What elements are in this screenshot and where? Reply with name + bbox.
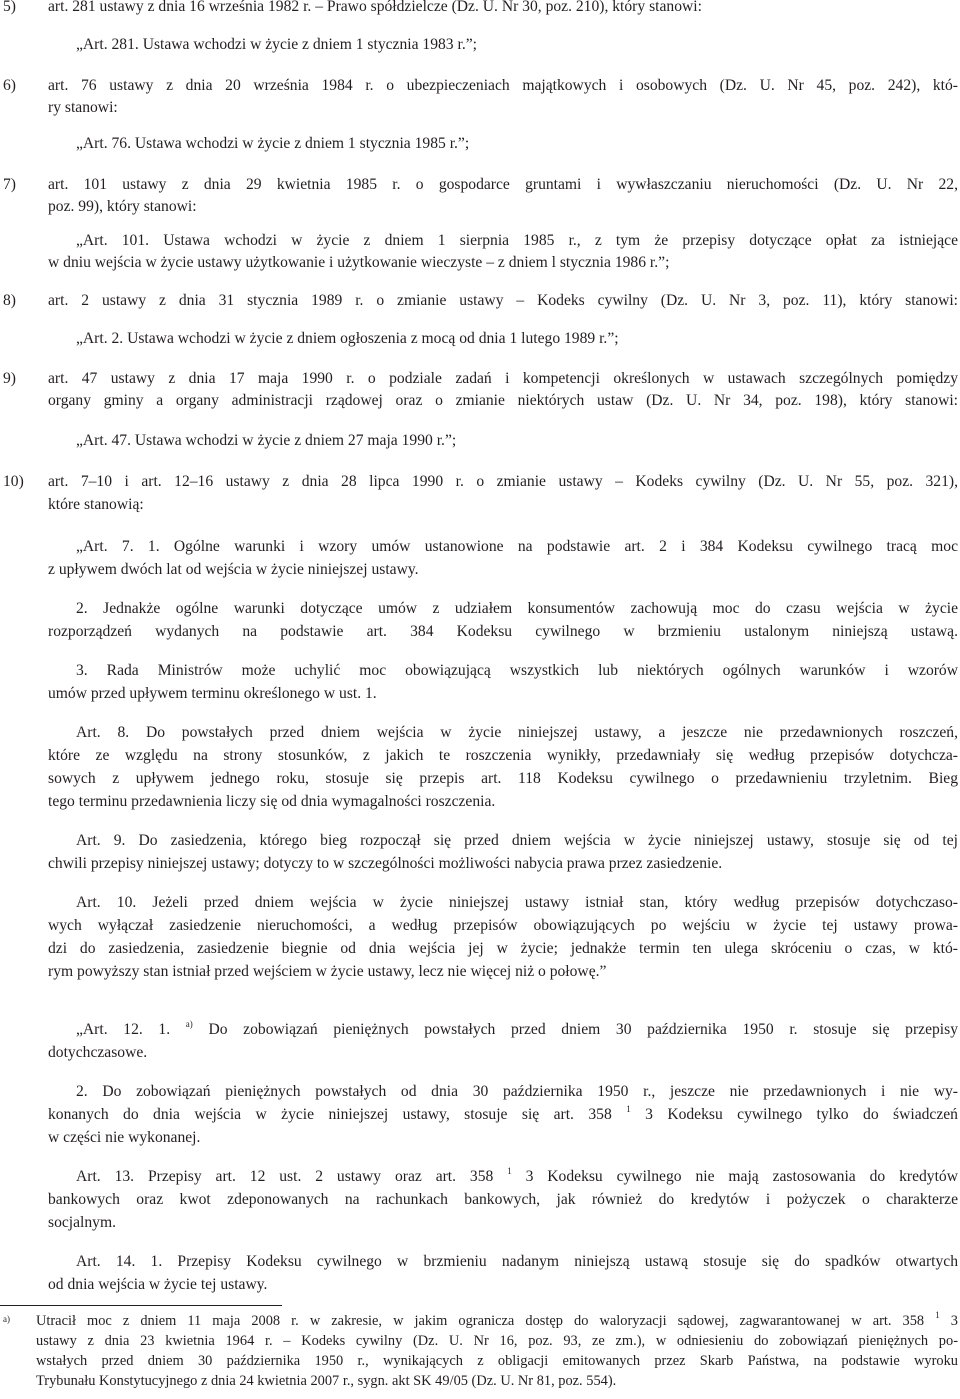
paragraph-line: konanych do dnia wejścia w życie niniejszej ustawy, stosuje się art. 358 $^1$ 3 Kodeksu cywilnego tylko do świadczeń [48, 1103, 958, 1123]
paragraph-line: sowych z upływem jednego roku, stosuje się przepis art. 118 Kodeksu cywilnego o przedawnieniu trzyletnim. Bieg [48, 770, 958, 787]
item-quote: „Art. 76. Ustawa wchodzi w życie z dniem 1 stycznia 1985 r.”; [76, 135, 470, 152]
footnote-mark: a) [3, 1314, 10, 1324]
footnote-ref: a) [185, 1018, 193, 1029]
item-number: 8) [3, 292, 16, 309]
item-quote: „Art. 2. Ustawa wchodzi w życie z dniem ogłoszenia z mocą od dnia 1 lutego 1989 r.”; [76, 330, 619, 347]
paragraph-line: rozporządzeń wydanych na podstawie art. 384 Kodeksu cywilnego w brzmieniu ustalonym niniejszą ustawą. [48, 623, 958, 640]
item-quote: w dniu wejścia w życie ustawy użytkowanie i użytkowanie wieczyste – z dniem l stycznia 1986 r.”; [48, 254, 670, 271]
paragraph-line: które ze względu na strony stosunków, z jakich te roszczenia wynikły, przedawniały się według przepisów dotychcza- [48, 747, 958, 764]
item-intro: art. 2 ustawy z dnia 31 stycznia 1989 r. o zmianie ustawy – Kodeks cywilny (Dz. U. Nr 3, poz. 11), który stanowi: [48, 292, 958, 309]
paragraph-line: tego terminu przedawnienia liczy się od dnia wymagalności roszczenia. [48, 793, 496, 810]
item-intro: art. 76 ustawy z dnia 20 września 1984 r. o ubezpieczeniach majątkowych i osobowych (Dz. U. Nr 45, poz. 242), któ- [48, 77, 958, 94]
paragraph-line: Art. 13. Przepisy art. 12 ust. 2 ustawy oraz art. 358 $^1$ 3 Kodeksu cywilnego nie mają zastosowania do kredytów [76, 1165, 958, 1185]
item-intro: które stanowią: [48, 496, 144, 513]
paragraph-line: wych wyłączał zasiedzenie nieruchomości, a według przepisów obowiązujących po wejściu w życie tej ustawy prowa- [48, 917, 958, 934]
paragraph-line: „Art. 12. 1. $^{a)}$ Do zobowiązań pieniężnych powstałych przed dniem 30 października 1950 r. stosuje się przepisy [76, 1018, 959, 1038]
paragraph-line: dzi do zasiedzenia, zasiedzenie biegnie od dnia wejścia jej w życie; jednakże termin ten ulega skróceniu o czas, w któ- [48, 940, 958, 957]
paragraph-line: bankowych oraz kwot zdeponowanych na rachunkach bankowych, jak również do kredytów i pożyczek o charakterze [48, 1191, 958, 1208]
paragraph-line: 2. Jednakże ogólne warunki dotyczące umów z udziałem konsumentów zachowują moc do czasu wejścia w życie [76, 600, 958, 617]
paragraph-line: Art. 10. Jeżeli przed dniem wejścia w życie niniejszej ustawy istniał stan, który według przepisów dotychczaso- [76, 894, 958, 911]
paragraph-line: dotychczasowe. [48, 1044, 148, 1061]
paragraph-line: socjalnym. [48, 1214, 116, 1231]
item-quote: „Art. 47. Ustawa wchodzi w życie z dniem 27 maja 1990 r.”; [76, 432, 457, 449]
item-number: 6) [3, 77, 16, 94]
footnote-divider [0, 1305, 282, 1306]
footnote-line: Utracił moc z dniem 11 maja 2008 r. w zakresie, w jakim ogranicza dostęp do waloryzacji sądowej, zagwarantowanej w art. 358 $^1$ 3 [36, 1310, 958, 1329]
item-number: 7) [3, 176, 16, 193]
paragraph-line: Art. 14. 1. Przepisy Kodeksu cywilnego w brzmieniu nadanym niniejszą ustawą stosuje się do spadków otwartych [76, 1253, 958, 1270]
item-intro: art. 281 ustawy z dnia 16 września 1982 r. – Prawo spółdzielcze (Dz. U. Nr 30, poz. 210), który stanowi: [48, 0, 702, 15]
item-number: 10) [3, 473, 24, 490]
paragraph-line: Art. 9. Do zasiedzenia, którego bieg rozpoczął się przed dniem wejścia w życie niniejszej ustawy, stosuje się od tej [76, 832, 958, 849]
paragraph-line: Art. 8. Do powstałych przed dniem wejścia w życie niniejszej ustawy, a jeszcze nie przedawnionych roszczeń, [76, 724, 958, 741]
footnote-line: Trybunału Konstytucyjnego z dnia 24 kwietnia 2007 r., sygn. akt SK 49/05 (Dz. U. Nr 81, poz. 554). [36, 1373, 617, 1389]
item-number: 9) [3, 370, 16, 387]
paragraph-line: umów przed upływem terminu określonego w ust. 1. [48, 685, 377, 702]
paragraph-line: 3. Rada Ministrów może uchylić moc obowiązującą wszystkich lub niektórych ogólnych warunków i wzorów [76, 662, 958, 679]
footnote-line: ustawy z dnia 23 kwietnia 1964 r. – Kodeks cywilny (Dz. U. Nr 16, poz. 93, ze zm.), w odniesieniu do zobowiązań pieniężnych po- [36, 1333, 958, 1349]
paragraph-line: od dnia wejścia w życie tej ustawy. [48, 1276, 268, 1293]
item-quote: „Art. 281. Ustawa wchodzi w życie z dniem 1 stycznia 1983 r.”; [76, 36, 477, 53]
item-intro: ry stanowi: [48, 99, 118, 116]
item-quote: „Art. 101. Ustawa wchodzi w życie z dniem 1 sierpnia 1985 r., z tym że przepisy dotyczące opłat za istniejące [76, 232, 958, 249]
item-intro: art. 101 ustawy z dnia 29 kwietnia 1985 r. o gospodarce gruntami i wywłaszczaniu nieruchomości (Dz. U. Nr 22, [48, 176, 958, 193]
paragraph-line: rym powyższy stan istniał przed wejściem w życie ustawy, lecz nie więcej niż o połowę.” [48, 963, 607, 980]
paragraph-line: w części nie wykonanej. [48, 1129, 201, 1146]
item-intro: art. 47 ustawy z dnia 17 maja 1990 r. o podziale zadań i kompetencji określonych w ustawach szczególnych pomiędzy [48, 370, 958, 387]
item-intro: organy gminy a organy administracji rządowej oraz o zmianie niektórych ustaw (Dz. U. Nr 34, poz. 198), który stanowi: [48, 392, 958, 409]
paragraph-line: 2. Do zobowiązań pieniężnych powstałych od dnia 30 października 1950 r., jeszcze nie przedawnionych i nie wy- [76, 1083, 958, 1100]
paragraph-line: z upływem dwóch lat od wejścia w życie niniejszej ustawy. [48, 561, 419, 578]
item-number: 5) [3, 0, 16, 15]
item-intro: art. 7–10 i art. 12–16 ustawy z dnia 28 lipca 1990 r. o zmianie ustawy – Kodeks cywilny (Dz. U. Nr 55, poz. 321), [48, 473, 958, 490]
footnote-line: wstałych przed dniem 30 października 1950 r., wynikających z obligacji emitowanych przez Skarb Państwa, na podstawie wyroku [36, 1353, 958, 1369]
paragraph-line: „Art. 7. 1. Ogólne warunki i wzory umów ustanowione na podstawie art. 2 i 384 Kodeksu cywilnego tracą moc [76, 538, 958, 555]
paragraph-line: chwili przepisy niniejszej ustawy; dotyczy to w szczególności możliwości nabycia prawa przez zasiedzenie. [48, 855, 723, 872]
item-intro: poz. 99), który stanowi: [48, 198, 197, 215]
